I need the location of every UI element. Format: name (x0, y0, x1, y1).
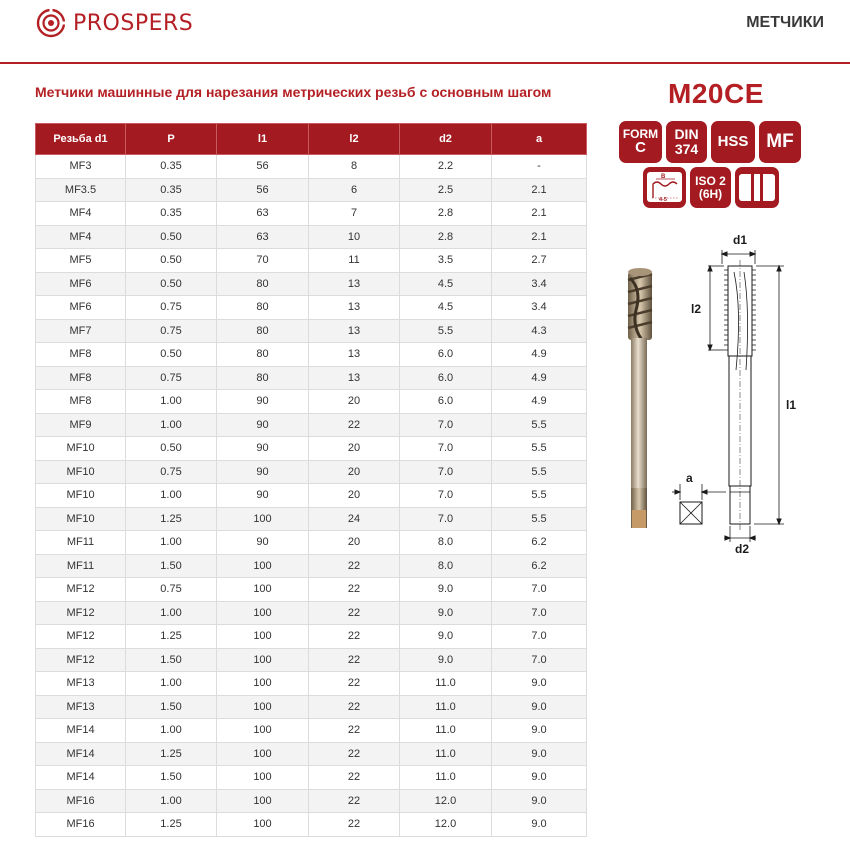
logo-mark-icon (36, 8, 66, 38)
hss-badge-label: HSS (717, 133, 749, 151)
form-badge-value: C (635, 139, 646, 157)
table-cell: MF11 (36, 554, 126, 578)
table-cell: 22 (309, 625, 400, 649)
table-cell: MF12 (36, 625, 126, 649)
table-cell: 100 (217, 554, 309, 578)
table-row (36, 648, 587, 672)
table-cell: MF8 (36, 390, 126, 414)
table-cell: MF14 (36, 719, 126, 743)
table-cell: 13 (309, 319, 400, 343)
table-cell: 22 (309, 672, 400, 696)
table-cell: 8.0 (400, 531, 492, 555)
table-cell: MF12 (36, 601, 126, 625)
header-divider (0, 62, 850, 64)
table-cell: 7 (309, 202, 400, 226)
table-cell: 9.0 (492, 695, 587, 719)
table-cell: 0.75 (126, 366, 217, 390)
table-cell: 90 (217, 390, 309, 414)
brand-logo (36, 6, 193, 40)
table-cell: 9.0 (492, 789, 587, 813)
table-cell: 90 (217, 460, 309, 484)
spiral-label-bottom: 4-5 (659, 197, 667, 203)
table-cell: 0.50 (126, 437, 217, 461)
table-cell: 11.0 (400, 766, 492, 790)
column-header: Резьба d1 (36, 124, 126, 155)
table-row (36, 625, 587, 649)
table-cell: MF12 (36, 578, 126, 602)
page-category: МЕТЧИКИ (746, 14, 824, 31)
table-row (36, 249, 587, 273)
spiral-label-top: B (661, 174, 666, 180)
table-cell: 6.2 (492, 554, 587, 578)
table-cell: 2.5 (400, 178, 492, 202)
table-cell: MF10 (36, 460, 126, 484)
table-cell: 5.5 (492, 437, 587, 461)
table-cell: 6.2 (492, 531, 587, 555)
table-cell: 100 (217, 742, 309, 766)
table-cell: MF5 (36, 249, 126, 273)
specs-table (35, 123, 587, 837)
table-cell: 2.1 (492, 202, 587, 226)
spiral-flute-icon (643, 167, 686, 208)
table-row (36, 390, 587, 414)
table-row (36, 437, 587, 461)
table-cell: MF8 (36, 366, 126, 390)
table-cell: 13 (309, 343, 400, 367)
column-header: P (126, 124, 217, 155)
table-cell: 63 (217, 225, 309, 249)
table-cell: 7.0 (400, 460, 492, 484)
table-cell: MF4 (36, 225, 126, 249)
table-cell: 1.00 (126, 601, 217, 625)
table-cell: MF8 (36, 343, 126, 367)
table-cell: 0.75 (126, 460, 217, 484)
table-cell: 80 (217, 296, 309, 320)
table-header-row (36, 124, 587, 155)
table-cell: 100 (217, 695, 309, 719)
table-row (36, 366, 587, 390)
form-badge-label: FORM (622, 126, 659, 141)
table-cell: 90 (217, 531, 309, 555)
table-cell: 8 (309, 155, 400, 179)
mf-badge (759, 121, 801, 163)
table-cell: 0.50 (126, 225, 217, 249)
table-cell: 1.00 (126, 390, 217, 414)
table-cell: 11.0 (400, 742, 492, 766)
table-cell: 1.50 (126, 766, 217, 790)
model-code: M20CE (668, 78, 764, 109)
table-cell: 100 (217, 789, 309, 813)
table-cell: 0.50 (126, 249, 217, 273)
table-cell: 0.35 (126, 155, 217, 179)
page-title: Метчики машинные для нарезания метрических резьб с основным шагом (35, 84, 552, 100)
table-cell: 11.0 (400, 719, 492, 743)
table-row (36, 413, 587, 437)
table-cell: 9.0 (492, 719, 587, 743)
table-row (36, 319, 587, 343)
table-row (36, 766, 587, 790)
tap-drawing (612, 230, 812, 560)
dim-l2-label: l2 (691, 302, 702, 316)
table-cell: 20 (309, 460, 400, 484)
table-cell: 20 (309, 484, 400, 508)
table-cell: 1.00 (126, 672, 217, 696)
table-cell: MF6 (36, 296, 126, 320)
table-cell: 9.0 (492, 813, 587, 837)
table-cell: 22 (309, 719, 400, 743)
table-cell: 4.9 (492, 390, 587, 414)
table-cell: 4.3 (492, 319, 587, 343)
table-row (36, 202, 587, 226)
table-cell: 22 (309, 766, 400, 790)
table-cell: 22 (309, 789, 400, 813)
table-cell: 90 (217, 437, 309, 461)
table-cell: 63 (217, 202, 309, 226)
table-row (36, 343, 587, 367)
table-cell: MF16 (36, 813, 126, 837)
table-cell: 9.0 (492, 742, 587, 766)
table-cell: MF10 (36, 507, 126, 531)
dim-l1-label: l1 (786, 398, 797, 412)
iso-badge-label: ISO 2 (695, 173, 726, 188)
table-cell: 56 (217, 178, 309, 202)
table-cell: 5.5 (492, 460, 587, 484)
table-cell: 0.50 (126, 272, 217, 296)
table-cell: 1.25 (126, 625, 217, 649)
table-cell: MF4 (36, 202, 126, 226)
table-cell: 2.1 (492, 225, 587, 249)
table-cell: 9.0 (400, 625, 492, 649)
table-cell: MF16 (36, 789, 126, 813)
logo-text: PROSPERS (73, 10, 194, 36)
table-cell: MF3.5 (36, 178, 126, 202)
table-cell: 4.9 (492, 343, 587, 367)
table-cell: 100 (217, 578, 309, 602)
table-cell: 90 (217, 413, 309, 437)
din-badge-label: DIN (674, 126, 699, 143)
table-cell: 10 (309, 225, 400, 249)
table-cell: 100 (217, 601, 309, 625)
table-cell: 7.0 (400, 507, 492, 531)
table-row (36, 178, 587, 202)
through-hole-badge (735, 167, 779, 208)
table-cell: 22 (309, 578, 400, 602)
mf-badge-label: MF (766, 131, 794, 153)
table-cell: 8.0 (400, 554, 492, 578)
table-cell: 100 (217, 672, 309, 696)
table-cell: 1.50 (126, 695, 217, 719)
table-cell: 22 (309, 695, 400, 719)
table-cell: 80 (217, 366, 309, 390)
table-cell: 22 (309, 742, 400, 766)
table-cell: 5.5 (492, 413, 587, 437)
table-cell: 80 (217, 319, 309, 343)
table-cell: 100 (217, 507, 309, 531)
din-badge-value: 374 (674, 141, 699, 157)
table-cell: 1.25 (126, 813, 217, 837)
form-badge (619, 121, 662, 163)
table-row (36, 155, 587, 179)
table-cell: 0.35 (126, 178, 217, 202)
table-cell: 100 (217, 719, 309, 743)
table-cell: 5.5 (492, 484, 587, 508)
table-cell: 5.5 (400, 319, 492, 343)
table-cell: 7.0 (400, 484, 492, 508)
table-cell: 13 (309, 366, 400, 390)
table-cell: - (492, 155, 587, 179)
table-cell: MF12 (36, 648, 126, 672)
table-cell: 3.4 (492, 272, 587, 296)
hss-badge (711, 121, 755, 163)
table-cell: 6.0 (400, 343, 492, 367)
table-cell: 7.0 (492, 648, 587, 672)
tap-schematic (672, 250, 784, 542)
table-cell: 100 (217, 625, 309, 649)
table-cell: 3.5 (400, 249, 492, 273)
table-cell: 1.00 (126, 413, 217, 437)
table-row (36, 742, 587, 766)
table-cell: 100 (217, 813, 309, 837)
table-cell: 2.8 (400, 225, 492, 249)
table-cell: 1.25 (126, 507, 217, 531)
table-cell: 22 (309, 413, 400, 437)
table-cell: 1.00 (126, 719, 217, 743)
dim-d1-label: d1 (733, 233, 748, 247)
table-cell: 7.0 (492, 625, 587, 649)
table-cell: 20 (309, 531, 400, 555)
table-cell: 1.00 (126, 789, 217, 813)
table-row (36, 813, 587, 837)
column-header: l2 (309, 124, 400, 155)
table-row (36, 460, 587, 484)
table-cell: 90 (217, 484, 309, 508)
table-row (36, 789, 587, 813)
table-row (36, 225, 587, 249)
din-badge (666, 121, 707, 163)
table-cell: 1.50 (126, 648, 217, 672)
table-cell: MF11 (36, 531, 126, 555)
table-cell: 0.75 (126, 296, 217, 320)
table-cell: 20 (309, 390, 400, 414)
table-cell: 11.0 (400, 672, 492, 696)
table-cell: 7.0 (400, 413, 492, 437)
table-cell: 1.00 (126, 484, 217, 508)
table-cell: 1.25 (126, 742, 217, 766)
table-cell: 0.35 (126, 202, 217, 226)
table-cell: 9.0 (400, 601, 492, 625)
table-row (36, 272, 587, 296)
table-row (36, 484, 587, 508)
table-cell: MF9 (36, 413, 126, 437)
table-cell: 4.5 (400, 272, 492, 296)
table-row (36, 672, 587, 696)
table-cell: 5.5 (492, 507, 587, 531)
table-cell: 7.0 (492, 601, 587, 625)
table-cell: 6.0 (400, 390, 492, 414)
dim-a-label: a (686, 471, 693, 485)
table-row (36, 719, 587, 743)
table-cell: 80 (217, 272, 309, 296)
table-cell: 1.50 (126, 554, 217, 578)
table-cell: 9.0 (492, 766, 587, 790)
table-cell: 11.0 (400, 695, 492, 719)
column-header: d2 (400, 124, 492, 155)
table-cell: 0.75 (126, 578, 217, 602)
spiral-flute-badge (643, 167, 686, 208)
iso-badge-value: (6H) (698, 186, 723, 201)
table-cell: 2.2 (400, 155, 492, 179)
table-cell: 22 (309, 554, 400, 578)
iso-badge (690, 167, 731, 208)
table-body (36, 155, 587, 837)
table-row (36, 601, 587, 625)
table-cell: 56 (217, 155, 309, 179)
table-cell: 13 (309, 296, 400, 320)
table-cell: 12.0 (400, 813, 492, 837)
table-cell: MF10 (36, 484, 126, 508)
table-cell: 22 (309, 813, 400, 837)
table-row (36, 531, 587, 555)
table-cell: MF6 (36, 272, 126, 296)
table-cell: 12.0 (400, 789, 492, 813)
table-row (36, 554, 587, 578)
through-hole-icon (735, 167, 779, 208)
table-cell: 13 (309, 272, 400, 296)
table-cell: 2.8 (400, 202, 492, 226)
table-cell: 0.75 (126, 319, 217, 343)
table-cell: 22 (309, 648, 400, 672)
table-cell: MF7 (36, 319, 126, 343)
table-cell: MF13 (36, 672, 126, 696)
table-cell: MF3 (36, 155, 126, 179)
table-cell: 6.0 (400, 366, 492, 390)
table-cell: 70 (217, 249, 309, 273)
column-header: l1 (217, 124, 309, 155)
table-cell: 7.0 (492, 578, 587, 602)
table-cell: 4.9 (492, 366, 587, 390)
table-cell: 0.50 (126, 343, 217, 367)
table-cell: 100 (217, 766, 309, 790)
column-header: a (492, 124, 587, 155)
table-cell: MF14 (36, 766, 126, 790)
table-row (36, 296, 587, 320)
table-row (36, 507, 587, 531)
table-cell: 24 (309, 507, 400, 531)
table-cell: 1.00 (126, 531, 217, 555)
table-cell: 9.0 (400, 648, 492, 672)
table-cell: 4.5 (400, 296, 492, 320)
table-cell: MF13 (36, 695, 126, 719)
table-cell: 2.1 (492, 178, 587, 202)
table-cell: 80 (217, 343, 309, 367)
table-cell: MF14 (36, 742, 126, 766)
table-cell: 9.0 (492, 672, 587, 696)
table-cell: 6 (309, 178, 400, 202)
table-cell: 7.0 (400, 437, 492, 461)
table-cell: 9.0 (400, 578, 492, 602)
table-row (36, 578, 587, 602)
tap-photo (628, 268, 652, 528)
table-cell: 100 (217, 648, 309, 672)
table-cell: 3.4 (492, 296, 587, 320)
dim-d2-label: d2 (735, 542, 750, 556)
table-cell: 2.7 (492, 249, 587, 273)
table-cell: 11 (309, 249, 400, 273)
table-cell: 20 (309, 437, 400, 461)
table-cell: MF10 (36, 437, 126, 461)
table-cell: 22 (309, 601, 400, 625)
table-row (36, 695, 587, 719)
